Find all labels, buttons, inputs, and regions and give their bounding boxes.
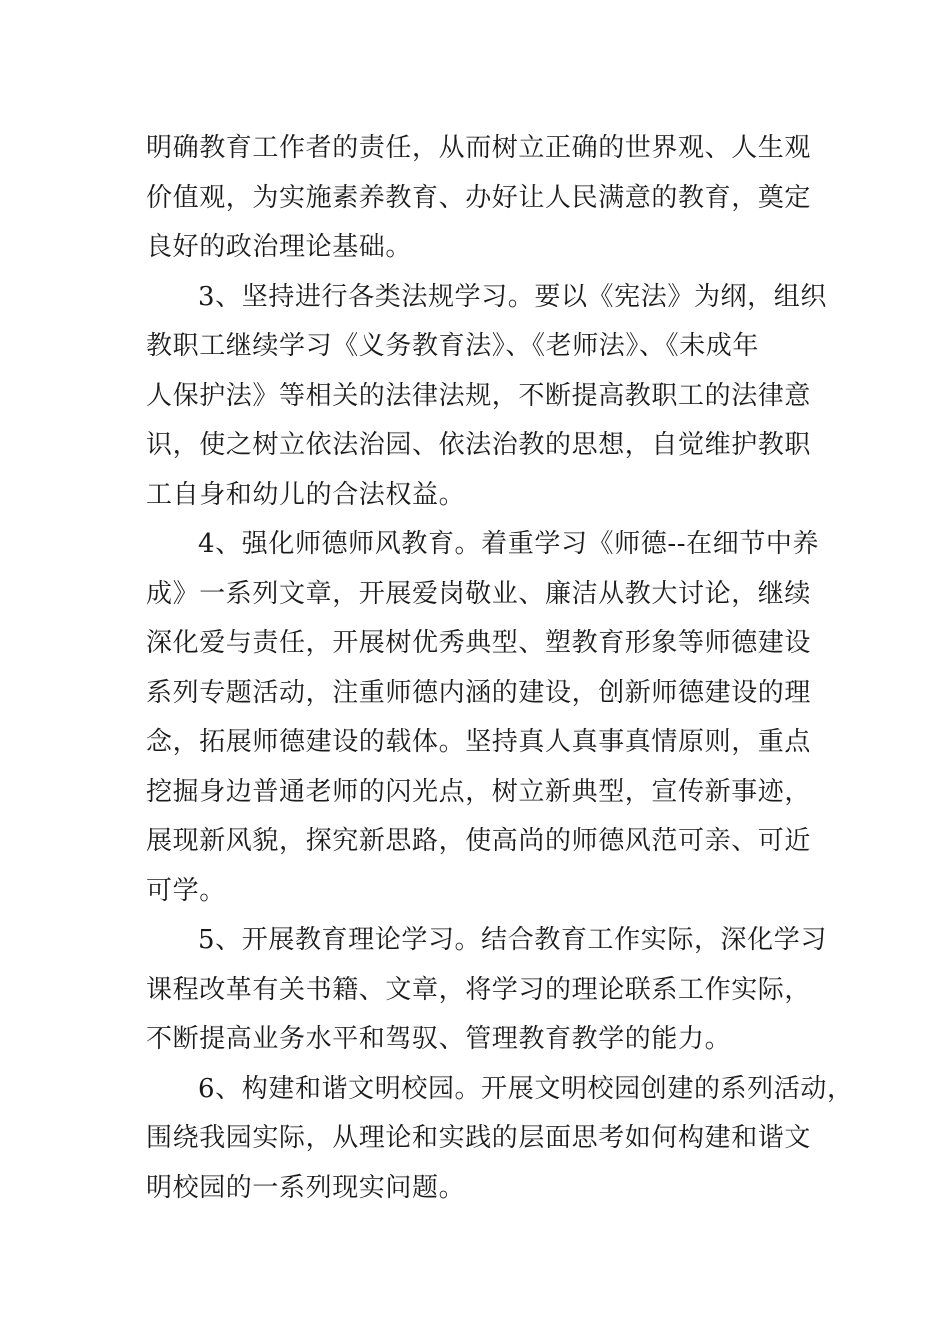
text-line: 教职工继续学习《义务教育法》、《老师法》、《未成年: [146, 331, 760, 361]
text-line: 可学。: [146, 875, 226, 906]
text-line: 挖掘身边普通老师的闪光点，树立新典型，宣传新事迹，: [146, 776, 812, 807]
text-line: 明校园的一系列现实问题。: [146, 1172, 466, 1203]
paragraph-6-start: 6、构建和谐文明校园。开展文明校园创建的系列活动，: [198, 1073, 854, 1104]
text-line: 念，拓展师德建设的载体。坚持真人真事真情原则，重点: [146, 727, 812, 757]
text-line: 课程改革有关书籍、文章，将学习的理论联系工作实际，: [146, 974, 812, 1005]
document-body: [146, 124, 854, 1213]
text-line: 展现新风貌，探究新思路，使高尚的师德风范可亲、可近: [146, 826, 812, 856]
text-line: 工自身和幼儿的合法权益。: [146, 479, 466, 510]
paragraph-4-start: 4、强化师德师风教育。着重学习《师德--在细节中养: [198, 529, 820, 559]
text-line: 明确教育工作者的责任，从而树立正确的世界观、人生观: [146, 133, 812, 163]
paragraph-5-start: 5、开展教育理论学习。结合教育工作实际，深化学习: [198, 925, 827, 955]
text-line: 成》一系列文章，开展爱岗敬业、廉洁从教大讨论，继续: [146, 578, 812, 609]
text-line: 不断提高业务水平和驾驭、管理教育教学的能力。: [146, 1024, 732, 1054]
text-line: 识，使之树立依法治园、依法治教的思想，自觉维护教职: [146, 430, 812, 460]
text-line: 深化爱与责任，开展树优秀典型、塑教育形象等师德建设: [146, 628, 812, 658]
text-line: 人保护法》等相关的法律法规，不断提高教职工的法律意: [146, 380, 812, 411]
text-line: 围绕我园实际，从理论和实践的层面思考如何构建和谐文: [146, 1123, 812, 1153]
text-line: 价值观，为实施素养教育、办好让人民满意的教育，奠定: [146, 182, 812, 213]
text-line: 系列专题活动，注重师德内涵的建设，创新师德建设的理: [146, 677, 812, 708]
text-line: 良好的政治理论基础。: [146, 232, 413, 262]
paragraph-3-start: 3、坚持进行各类法规学习。要以《宪法》为纲，组织: [198, 281, 827, 312]
